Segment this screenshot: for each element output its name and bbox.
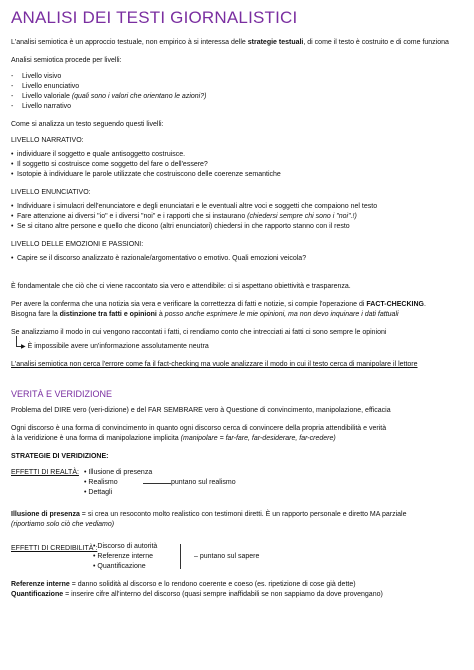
presence-bold: Illusione di presenza <box>11 511 80 518</box>
list-item: • Isotopie à individuare le parole utilizzate che costruiscono delle coerenze semantiche <box>11 170 466 180</box>
quantification-bold: Quantificazione <box>11 591 64 598</box>
factcheck-text: Per avere la conferma che una notizia sia vera e verificare la correttezza di fatti e notizie, si compie l'operazione di <box>11 301 367 308</box>
fundamental-paragraph: È fondamentale che ciò che ci viene raccontato sia vero e attendibile: ci si aspettano obiettività e trasparenza. <box>11 283 351 290</box>
levels-intro: Analisi semiotica procede per livelli: <box>11 57 122 64</box>
distinction-pre: Bisogna fare la <box>11 311 60 318</box>
list-item: • Quantificazione <box>93 562 157 572</box>
enunciative-b2-italic: (chiedersi sempre chi sono i "noi".!) <box>247 213 357 220</box>
enunciative-list <box>11 202 466 232</box>
credibility-effects-label: EFFETTI DI CREDIBILITÀ : <box>11 545 98 552</box>
arrow-right-icon: ▶ <box>21 344 26 350</box>
credibility-effects-list <box>93 542 157 572</box>
presence-text: = si crea un resoconto molto realistico con testimoni diretti. È un rapporto personale e diretto MA parziale <box>79 511 407 518</box>
list-item: • Dettagli <box>84 488 152 498</box>
narrative-list <box>11 150 466 180</box>
intro-tail: , di come il testo è costruito e di come funziona <box>303 39 449 46</box>
presence-italic: (riportiamo solo ciò che vediamo) <box>11 521 115 528</box>
reality-effects-label: EFFETTI DI REALTÀ: <box>11 469 79 476</box>
distinction-bold: distinzione tra fatti e opinioni <box>59 311 157 318</box>
list-item: • Capire se il discorso analizzato è razionale/argomentativo o emotivo. Quali emozioni veicola? <box>11 254 466 264</box>
reality-effects-list <box>84 468 152 498</box>
list-item <box>11 212 466 222</box>
list-item: • Individuare i simulacri dell'enunciatore e degli enunciatari e le eventuali altre voci e soggetti che compaiono nel testo <box>11 202 466 212</box>
neutral-text: È impossibile avere un'informazione assolutamente neutra <box>27 343 209 350</box>
narrative-heading: LIVELLO NARRATIVO: <box>11 137 84 144</box>
verity-heading: VERITÀ E VERIDIZIONE <box>11 389 113 399</box>
verity-p2-italic: (manipolare = far-fare, far-desiderare, far-credere) <box>180 435 336 442</box>
distinction-mid: à <box>156 311 165 318</box>
quantification-text: = inserire cifre all'interno del discorso (quasi sempre inaffidabili se non sappiamo da dove provengano) <box>63 591 383 598</box>
level-enunciativo: Livello enunciativo <box>22 83 80 90</box>
strategies-heading: STRATEGIE DI VERIDIZIONE: <box>11 453 109 460</box>
mode-paragraph: Se analizziamo il modo in cui vengono raccontati i fatti, ci rendiamo conto che intrecciati ai fatti ci sono sempre le opinioni <box>11 329 387 336</box>
intro-text: L'analisi semiotica è un approccio testuale, non empirico à si interessa delle <box>11 39 248 46</box>
references-bold: Referenze interne <box>11 581 70 588</box>
level-narrativo: Livello narrativo <box>22 103 72 110</box>
references-text: = danno solidità al discorso e lo rendono coerente e coeso (es. ripetizione di cose già dette) <box>69 581 356 588</box>
intro-paragraph <box>11 38 466 48</box>
semiotic-note: L'analisi semiotica non cerca l'errore come fa il fact-checking ma vuole analizzare il modo in cui il testo cerca di manipolare il lettore <box>11 361 418 368</box>
distinction-italic: posso anche esprimere le mie opinioni, ma non devo inquinare i dati fattuali <box>164 311 399 318</box>
level-valoriale: Livello valoriale <box>22 93 72 100</box>
list-item <box>11 72 466 82</box>
list-item: • Discorso di autorità <box>93 542 157 552</box>
brace-line <box>180 544 187 569</box>
analysis-intro: Come si analizza un testo seguendo questi livelli: <box>11 121 164 128</box>
document-page <box>11 8 466 600</box>
emotions-list <box>11 254 466 264</box>
enunciative-b2-text: Fare attenzione ai diversi "io" e i diversi "noi" e i rapporti che si instaurano <box>17 213 248 220</box>
emotions-heading: LIVELLO DELLE EMOZIONI E PASSIONI: <box>11 241 144 248</box>
list-item <box>11 102 466 112</box>
credibility-effects-block <box>11 542 466 572</box>
factcheck-bold: FACT-CHECKING <box>366 301 424 308</box>
list-item <box>11 82 466 92</box>
verity-paragraph-1: Problema del DIRE vero (veri-dizione) e del FAR SEMBRARE vero à Questione di convincimento, manipolazione, efficacia <box>11 407 391 414</box>
reality-effects-block <box>11 468 466 498</box>
verity-paragraph-2 <box>11 424 466 444</box>
quantification-paragraph <box>11 590 466 600</box>
connector-line <box>143 483 171 484</box>
verity-p2-line1: Ogni discorso è una forma di convincimento in quanto ogni discorso cerca di convincere della propria attendibilità e verità <box>11 425 387 432</box>
list-item <box>11 92 466 102</box>
factcheck-paragraph <box>11 300 466 320</box>
list-item: • Referenze interne <box>93 552 157 562</box>
list-item: • Illusione di presenza <box>84 468 152 478</box>
intro-bold: strategie testuali <box>247 39 304 46</box>
page-title: ANALISI DEI TESTI GIORNALISTICI <box>11 8 298 27</box>
list-item: • Realismo <box>84 478 152 488</box>
enunciative-heading: LIVELLO ENUNCIATIVO: <box>11 189 91 196</box>
neutral-arrow-row <box>11 342 466 352</box>
presence-paragraph <box>11 510 466 530</box>
references-paragraph <box>11 580 466 590</box>
list-item: • Il soggetto si costruisce come soggetto del fare o dell'essere? <box>11 160 466 170</box>
verity-p2-line2: à la veridizione è una forma di manipolazione implicita <box>11 435 181 442</box>
credibility-effects-note: – puntano sul sapere <box>194 553 260 560</box>
reality-effects-note: puntano sul realismo <box>171 479 236 486</box>
level-visivo: Livello visivo <box>22 73 62 80</box>
factcheck-period: . <box>423 301 426 308</box>
levels-list <box>11 72 466 112</box>
list-item: • individuare il soggetto e quale antisoggetto costruisce. <box>11 150 466 160</box>
list-item: • Se si citano altre persone e quello che dicono (altri enunciatori) chiedersi in che rapporto stanno con il resto <box>11 222 466 232</box>
level-valoriale-note: (quali sono i valori che orientano le azioni?) <box>71 93 207 100</box>
